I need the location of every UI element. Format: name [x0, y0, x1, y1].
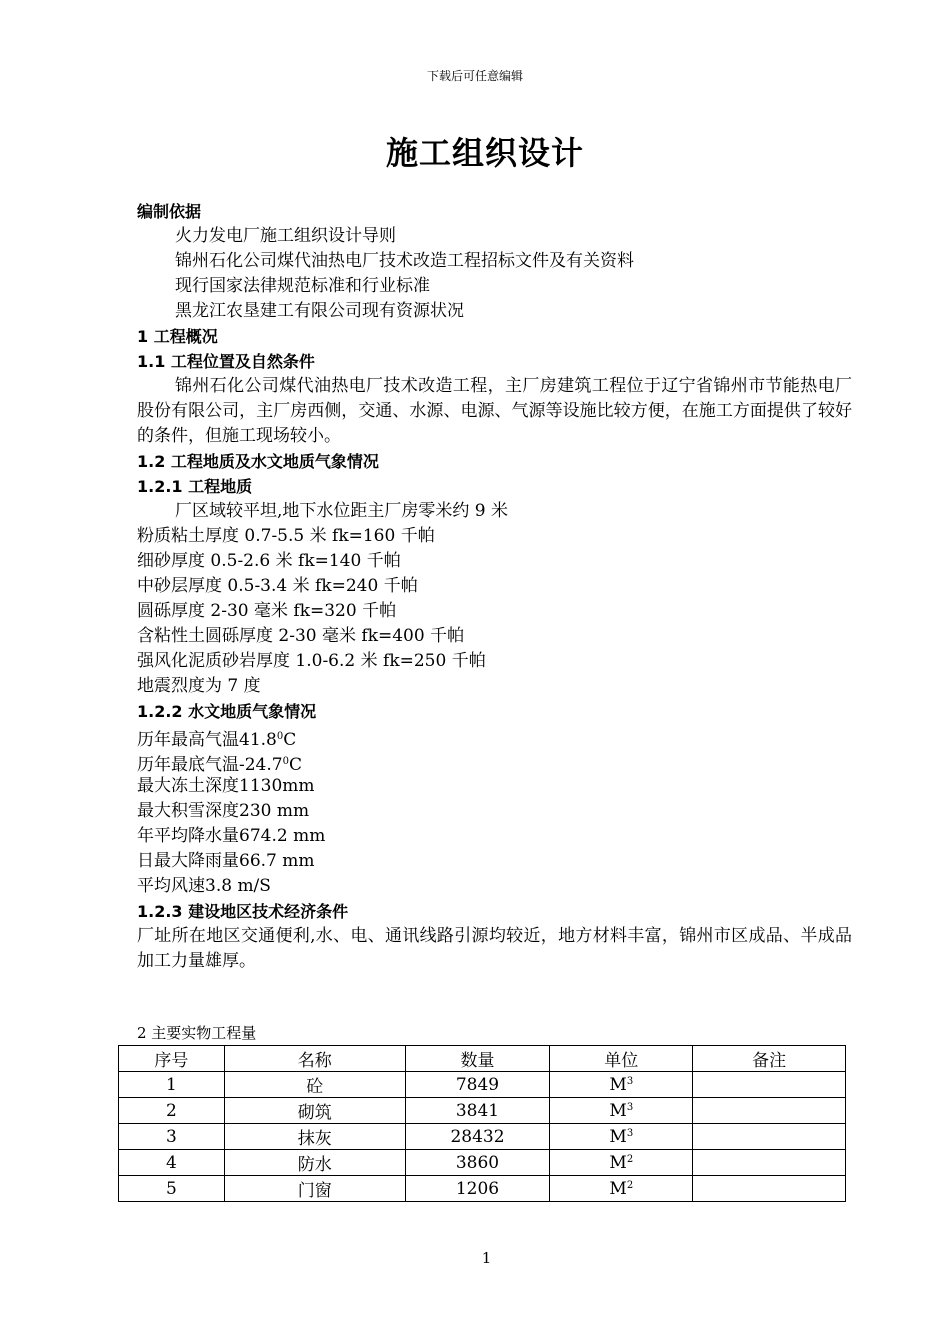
soil-row — [137, 574, 852, 599]
cell-no: 3 — [119, 1124, 225, 1150]
table-row — [119, 1098, 846, 1124]
unit-exp: 3 — [626, 1101, 634, 1113]
table-row — [119, 1176, 846, 1202]
table-caption: 2 主要实物工程量 — [137, 1024, 257, 1042]
header-cell: 单位 — [550, 1046, 693, 1072]
quantities-table — [118, 1045, 846, 1202]
climate-row — [137, 724, 852, 749]
cell-name: 抹灰 — [224, 1124, 405, 1150]
climate-name: 历年最底气温 — [137, 755, 239, 775]
cell-no: 1 — [119, 1072, 225, 1098]
page-number: 1 — [481, 1249, 492, 1267]
climate-value: 1130mm — [239, 776, 315, 796]
seismic-intensity: 地震烈度为 7 度 — [137, 676, 261, 696]
unit-exp: 2 — [626, 1153, 634, 1165]
basis-item: 锦州石化公司煤代油热电厂技术改造工程招标文件及有关资料 — [175, 251, 634, 271]
soil-detail: 厚度 0.5-3.4 米 fk=240 千帕 — [188, 576, 418, 596]
header-cell: 备注 — [693, 1046, 846, 1072]
cell-name: 门窗 — [224, 1176, 405, 1202]
cell-qty: 1206 — [405, 1176, 550, 1202]
section-1-2-1-heading: 1.2.1 工程地质 — [137, 477, 253, 496]
table-row — [119, 1072, 846, 1098]
soil-name: 强风化泥质砂岩 — [137, 651, 256, 671]
header-cell: 名称 — [224, 1046, 405, 1072]
cell-name: 砌筑 — [224, 1098, 405, 1124]
basis-item: 黑龙江农垦建工有限公司现有资源状况 — [175, 301, 464, 321]
section-1-2-2-heading: 1.2.2 水文地质气象情况 — [137, 702, 317, 721]
soil-row — [137, 549, 852, 574]
soil-name: 含粘性土圆砾 — [137, 626, 239, 646]
basis-item: 火力发电厂施工组织设计导则 — [175, 226, 396, 246]
cell-unit — [550, 1150, 693, 1176]
table-row — [119, 1124, 846, 1150]
climate-row — [137, 849, 852, 874]
unit-base: M — [609, 1126, 627, 1147]
table-row — [119, 1150, 846, 1176]
section-1-1-heading: 1.1 工程位置及自然条件 — [137, 352, 315, 371]
soil-name: 粉质粘土 — [137, 526, 205, 546]
climate-row — [137, 749, 852, 774]
basis-heading: 编制依据 — [137, 202, 202, 221]
climate-name: 平均风速 — [137, 876, 205, 896]
document-title: 施工组织设计 — [385, 134, 584, 172]
unit-base: M — [609, 1100, 627, 1121]
cell-qty: 7849 — [405, 1072, 550, 1098]
section-1-2-heading: 1.2 工程地质及水文地质气象情况 — [137, 452, 379, 471]
climate-row — [137, 874, 852, 899]
soil-row — [137, 624, 852, 649]
climate-name: 日最大降雨量 — [137, 851, 239, 871]
cell-unit — [550, 1176, 693, 1202]
climate-value: 674.2 mm — [239, 826, 326, 846]
unit-base: M — [609, 1178, 627, 1199]
cell-unit — [550, 1072, 693, 1098]
climate-unit: C — [283, 730, 297, 750]
page-header: 下载后可任意编辑 — [426, 69, 523, 83]
soil-name: 细砂 — [137, 551, 171, 571]
table-header-row — [119, 1046, 846, 1072]
climate-value: -24.7 — [239, 755, 283, 775]
cell-qty: 3841 — [405, 1098, 550, 1124]
climate-value: 66.7 mm — [239, 851, 315, 871]
soil-row — [137, 524, 852, 549]
section-1-1-text: 锦州石化公司煤代油热电厂技术改造工程，主厂房建筑工程位于辽宁省锦州市节能热电厂股份有限公司，主厂房西侧，交通、水源、电源、气源等设施比较方便，在施工方面提供了较好的条件，但施工现场较小。 — [137, 376, 852, 446]
cell-note — [693, 1072, 846, 1098]
soil-detail: 厚度 1.0-6.2 米 fk=250 千帕 — [256, 651, 486, 671]
climate-row — [137, 824, 852, 849]
cell-note — [693, 1098, 846, 1124]
section-1-2-3-text: 厂址所在地区交通便利,水、电、通讯线路引源均较近，地方材料丰富，锦州市区成品、半成品加工力量雄厚。 — [137, 926, 852, 971]
climate-name: 历年最高气温 — [137, 730, 239, 750]
soil-detail: 厚度 2-30 毫米 fk=320 千帕 — [171, 601, 397, 621]
soil-detail: 厚度 0.5-2.6 米 fk=140 千帕 — [171, 551, 401, 571]
climate-name: 年平均降水量 — [137, 826, 239, 846]
unit-base: M — [609, 1074, 627, 1095]
basis-item: 现行国家法律规范标准和行业标准 — [175, 276, 430, 296]
cell-note — [693, 1176, 846, 1202]
document-body — [137, 199, 852, 974]
cell-no: 5 — [119, 1176, 225, 1202]
soil-name: 中砂层 — [137, 576, 188, 596]
climate-value: 3.8 m/S — [205, 876, 271, 896]
soil-detail: 厚度 0.7-5.5 米 fk=160 千帕 — [205, 526, 435, 546]
unit-base: M — [609, 1152, 627, 1173]
climate-sup: 0 — [276, 731, 284, 742]
cell-unit — [550, 1098, 693, 1124]
cell-no: 4 — [119, 1150, 225, 1176]
climate-row — [137, 799, 852, 824]
cell-no: 2 — [119, 1098, 225, 1124]
climate-unit: C — [288, 755, 302, 775]
unit-exp: 2 — [626, 1179, 634, 1191]
cell-name: 砼 — [224, 1072, 405, 1098]
section-1-heading: 1 工程概况 — [137, 327, 218, 346]
climate-row — [137, 774, 852, 799]
soil-name: 圆砾 — [137, 601, 171, 621]
section-1-2-3-heading: 1.2.3 建设地区技术经济条件 — [137, 902, 349, 921]
unit-exp: 3 — [626, 1075, 634, 1087]
climate-name: 最大冻土深度 — [137, 776, 239, 796]
header-cell: 数量 — [405, 1046, 550, 1072]
cell-qty: 28432 — [405, 1124, 550, 1150]
soil-detail: 厚度 2-30 毫米 fk=400 千帕 — [239, 626, 465, 646]
cell-qty: 3860 — [405, 1150, 550, 1176]
unit-exp: 3 — [626, 1127, 634, 1139]
climate-value: 41.8 — [239, 730, 277, 750]
climate-sup: 0 — [282, 756, 289, 767]
soil-row — [137, 599, 852, 624]
header-cell: 序号 — [119, 1046, 225, 1072]
cell-unit — [550, 1124, 693, 1150]
geology-intro: 厂区域较平坦,地下水位距主厂房零米约 9 米 — [175, 501, 509, 521]
cell-note — [693, 1124, 846, 1150]
soil-row — [137, 649, 852, 674]
cell-name: 防水 — [224, 1150, 405, 1176]
climate-value: 230 mm — [239, 801, 310, 821]
climate-name: 最大积雪深度 — [137, 801, 239, 821]
cell-note — [693, 1150, 846, 1176]
